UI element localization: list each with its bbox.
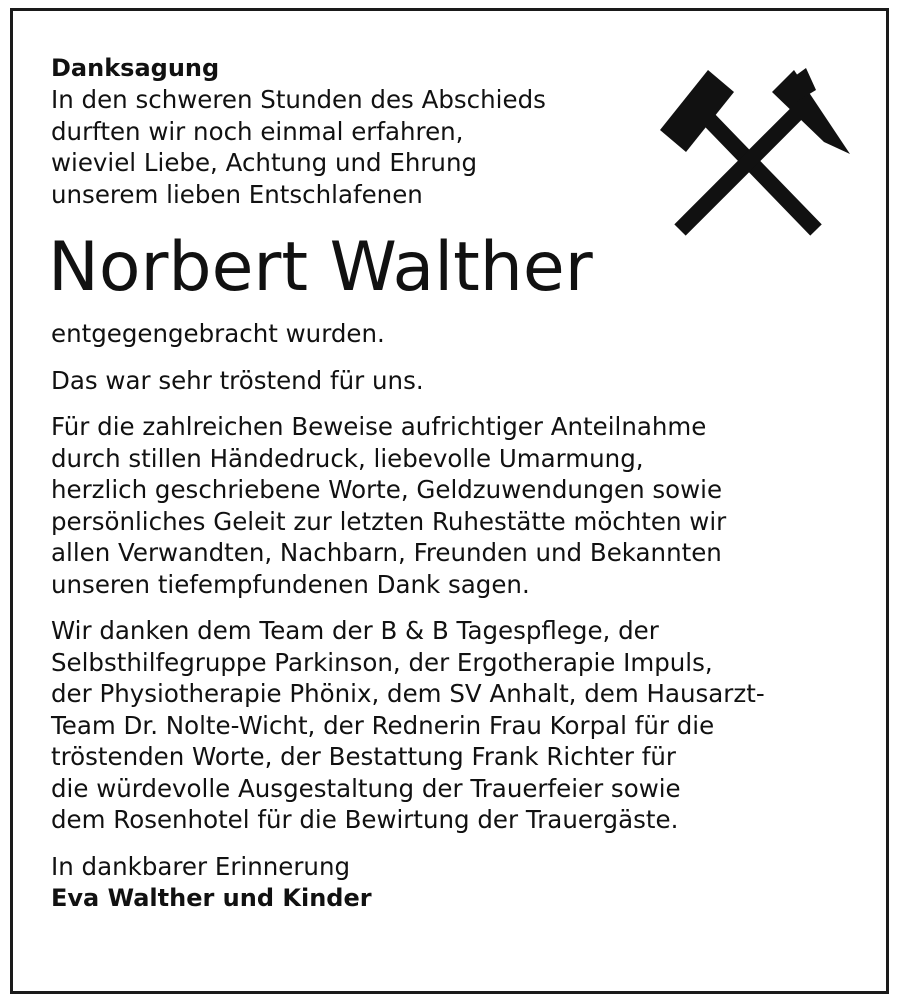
notice-heading: Danksagung xyxy=(51,54,220,82)
closing-line: In dankbarer Erinnerung xyxy=(51,851,351,881)
after-name-line: entgegengebracht wurden. xyxy=(51,319,385,348)
deceased-name: Norbert Walther xyxy=(48,228,593,307)
notice-body xyxy=(48,52,841,914)
signature: Eva Walther und Kinder xyxy=(51,884,372,912)
specific-thanks-paragraph: Wir danken dem Team der B & B Tagespflege, der Selbsthilfegruppe Parkinson, der Ergotherapie Impuls, der Physiotherapie Phönix, dem SV Anhalt, dem Hausarzt- Team Dr. Nolte-Wicht, der Rednerin Frau Korpal für die tröstenden Worte, der Bestattung Frank Richter für die würdevolle Ausgestaltung der Trauerfeier sowie dem Rosenhotel für die Bewirtung der Trauergäste. xyxy=(51,616,765,834)
intro-paragraph: In den schweren Stunden des Abschieds durften wir noch einmal erfahren, wieviel Liebe, Achtung und Ehrung unserem lieben Entschlafenen xyxy=(51,85,546,209)
general-thanks-paragraph: Für die zahlreichen Beweise aufrichtiger Anteilnahme durch stillen Händedruck, liebevolle Umarmung, herzlich geschriebene Worte, Geldzuwendungen sowie persönliches Geleit zur letzten Ruhestätte möchten wir allen Verwandten, Nachbarn, Freunden und Bekannten unseren tiefempfundenen Dank sagen. xyxy=(51,412,727,599)
comfort-line: Das war sehr tröstend für uns. xyxy=(51,365,424,395)
